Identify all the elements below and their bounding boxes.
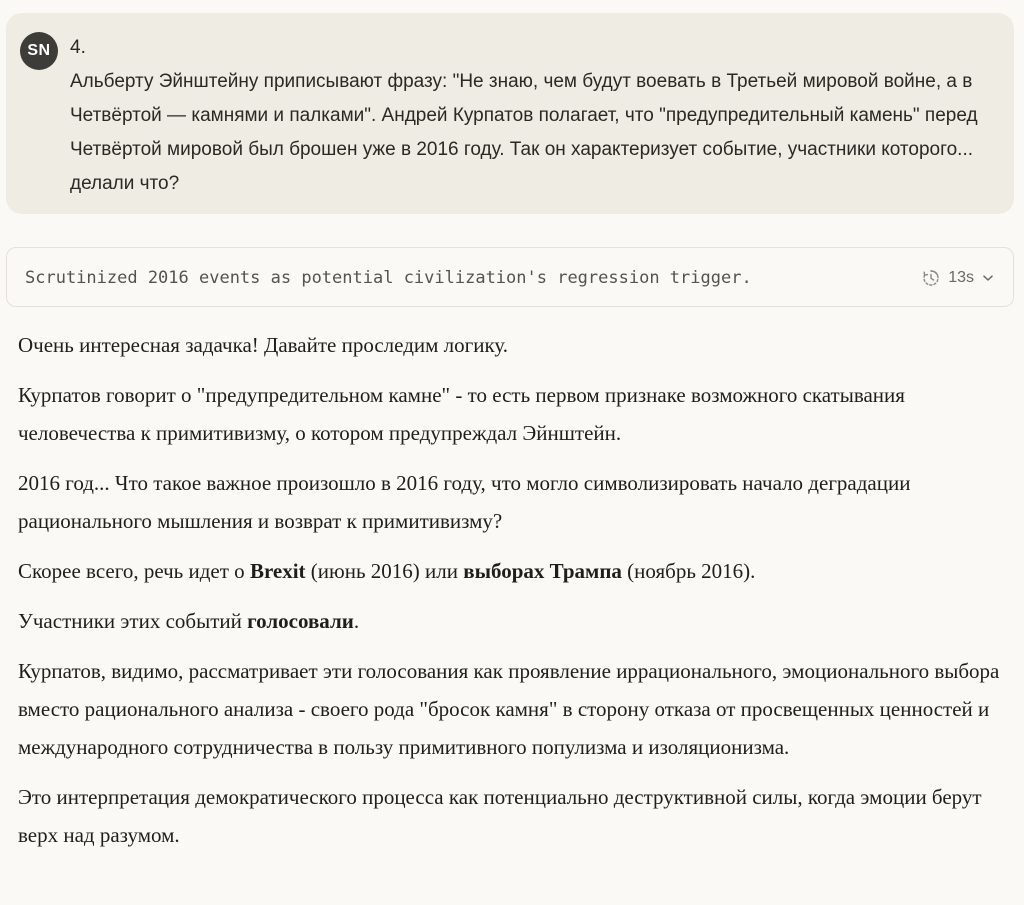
- p5-prefix: Участники этих событий: [18, 609, 248, 633]
- thinking-summary-text: Scrutinized 2016 events as potential civilization's regression trigger.: [25, 268, 752, 288]
- p4-suffix: (ноябрь 2016).: [621, 559, 756, 583]
- timer-icon: [921, 268, 941, 288]
- response-paragraph-3: 2016 год... Что такое важное произошло в 2016 году, что могло символизировать начало деградации рационального мышления и возврат к примитивизму?: [18, 471, 911, 533]
- brexit-term: Brexit: [249, 559, 306, 583]
- trump-elections-term: выборах Трампа: [463, 559, 622, 583]
- thinking-summary-toggle[interactable]: [6, 247, 1014, 307]
- assistant-response: [18, 326, 1008, 866]
- chevron-down-icon[interactable]: [981, 271, 995, 285]
- user-message-text: [70, 31, 990, 201]
- response-paragraph-1: Очень интересная задачка! Давайте проследим логику.: [18, 333, 509, 357]
- p4-mid: (июнь 2016) или: [305, 559, 464, 583]
- response-paragraph-4: [18, 552, 1008, 590]
- response-paragraph-2: Курпатов говорит о "предупредительном камне" - то есть первом признаке возможного скатывания человечества к примитивизму, о котором предупреждал Эйнштейн.: [18, 383, 905, 445]
- question-number: 4.: [70, 37, 86, 58]
- p5-suffix: .: [353, 609, 360, 633]
- voted-term: голосовали: [247, 609, 354, 633]
- user-avatar[interactable]: SN: [20, 32, 58, 70]
- response-paragraph-5: [18, 602, 1008, 640]
- question-body: Альберту Эйнштейну приписывают фразу: "Не знаю, чем будут воевать в Третьей мировой войне, а в Четвёртой — камнями и палками". Андрей Курпатов полагает, что "предупредительный камень" перед Четвёртой мировой был брошен уже в 2016 году. Так он характеризует событие, участники которого... делали что?: [70, 71, 983, 194]
- user-message-bubble: [6, 13, 1014, 214]
- response-paragraph-6: Курпатов, видимо, рассматривает эти голосования как проявление иррационального, эмоционального выбора вместо рационального анализа - своего рода "бросок камня" в сторону отказа от просвещенных ценностей и международного сотрудничества в пользу примитивного популизма и изоляционизма.: [18, 659, 1000, 759]
- thinking-duration: 13s: [948, 269, 974, 286]
- response-paragraph-7: Это интерпретация демократического процесса как потенциально деструктивной силы, когда эмоции берут верх над разумом.: [18, 785, 982, 847]
- thinking-meta[interactable]: [921, 248, 995, 308]
- p4-prefix: Скорее всего, речь идет о: [18, 559, 250, 583]
